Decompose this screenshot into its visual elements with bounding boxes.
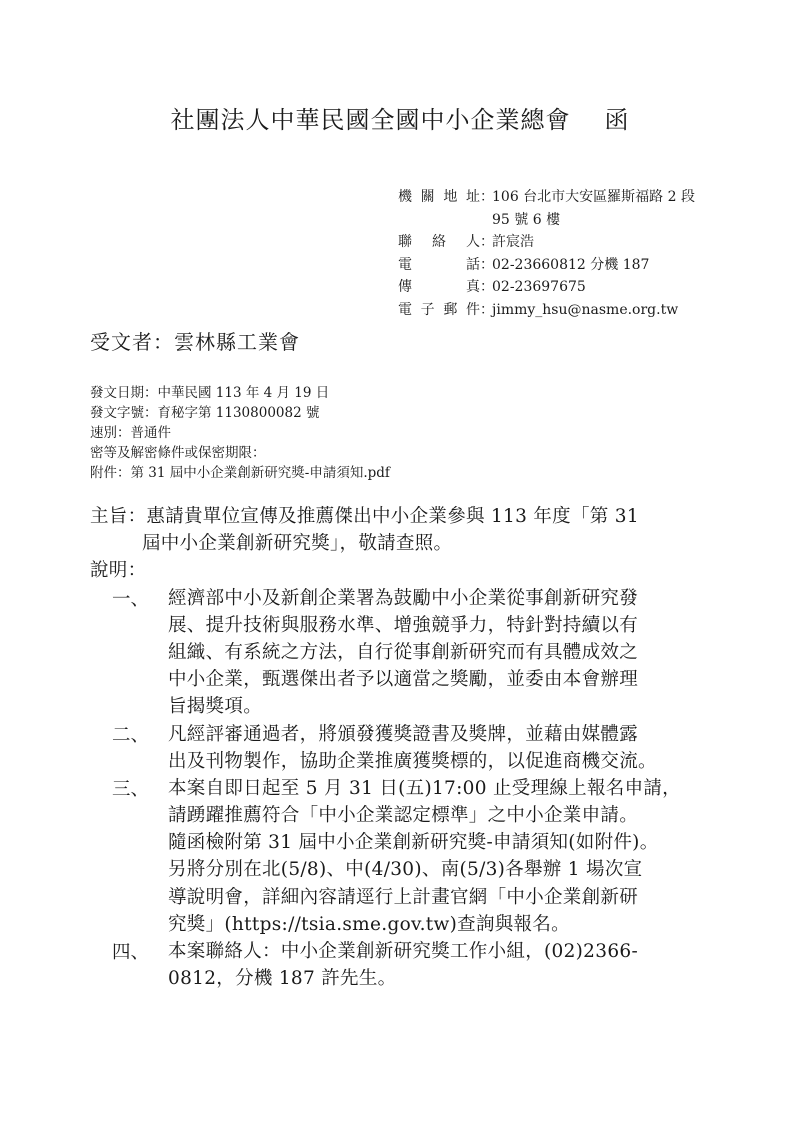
- item-line: 經濟部中小及新創企業署為鼓勵中小企業從事創新研究發: [168, 587, 639, 609]
- contact-fax-row: 傳 真 ： 02-23697675: [398, 276, 793, 299]
- person-value: 許宸浩: [492, 234, 534, 251]
- contact-block: [398, 186, 793, 322]
- item-number: 一、: [112, 588, 150, 610]
- org-name: 社團法人中華民國全國中小企業總會: [170, 106, 571, 134]
- item-line: 中小企業，甄選傑出者予以適當之獎勵，並委由本會辦理: [168, 669, 639, 691]
- issue-date: 發文日期：中華民國 113 年 4 月 19 日: [90, 385, 330, 401]
- address-label: 機關地址: [398, 189, 480, 205]
- reference-number: 發文字號：育秘字第 1130800082 號: [90, 405, 320, 421]
- item-number: 二、: [112, 724, 150, 746]
- subject-line-1: 主旨：惠請貴單位宣傳及推薦傑出中小企業參與 113 年度「第 31: [90, 506, 639, 527]
- item-line: 展、提升技術與服務水準、增強競爭力，特針對持續以有: [168, 614, 639, 636]
- item-line: 本案自即日起至 5 月 31 日(五)17:00 止受理線上報名申請，: [168, 777, 681, 799]
- item-line: 本案聯絡人：中小企業創新研究獎工作小組，(02)2366-: [168, 941, 639, 962]
- item-line: 0812，分機 187 許先生。: [168, 968, 397, 990]
- item-line: 另將分別在北(5/8)、中(4/30)、南(5/3)各舉辦 1 場次宣: [168, 859, 643, 881]
- address-value-2: 95 號 6 樓: [492, 211, 561, 228]
- contact-person-row: 聯 絡 人 ： 許宸浩: [398, 231, 793, 254]
- item-line: 隨函檢附第 31 屆中小企業創新研究獎-申請須知(如附件)。: [168, 832, 659, 854]
- contact-phone-row: 電 話 ： 02-23660812 分機 187: [398, 254, 793, 277]
- person-label: 聯 絡 人: [398, 234, 480, 251]
- item-text: [168, 775, 795, 938]
- item-number: 三、: [112, 778, 150, 800]
- document-title: [0, 100, 800, 135]
- explanation-label: 說明：: [90, 560, 147, 582]
- item-line: 究獎」(https://tsia.sme.gov.tw)查詢與報名。: [168, 913, 570, 935]
- phone-value: 02-23660812 分機 187: [492, 256, 650, 273]
- email-label: 電子郵件: [398, 301, 480, 318]
- item-line: 旨揭獎項。: [168, 696, 263, 718]
- doc-type: 函: [604, 106, 630, 134]
- item-text: [168, 721, 795, 775]
- item-line: 凡經評審通過者，將頒發獲獎證書及獎牌，並藉由媒體露: [168, 723, 639, 745]
- item-line: 導說明會，詳細內容請逕行上計畫官網「中小企業創新研: [168, 886, 639, 908]
- address-value: 106 台北市大安區羅斯福路 2 段: [492, 189, 695, 205]
- explanation-item: [90, 585, 795, 721]
- recipient: 受文者：雲林縣工業會: [90, 330, 300, 354]
- body-block: [90, 503, 795, 992]
- item-line: 出及刊物製作，協助企業推廣獲獎標的，以促進商機交流。: [168, 750, 657, 772]
- fax-label: 傳 真: [398, 279, 480, 296]
- explanation-item: [90, 721, 795, 775]
- contact-email-row: 電子郵件 ： jimmy_hsu@nasme.org.tw: [398, 299, 793, 322]
- meta-block: [90, 383, 390, 483]
- item-text: [168, 585, 795, 721]
- item-line: 組織、有系統之方法，自行從事創新研究而有具體成效之: [168, 641, 639, 663]
- attachment: 附件：第 31 屆中小企業創新研究獎-申請須知.pdf: [90, 465, 390, 481]
- email-value: jimmy_hsu@nasme.org.tw: [492, 301, 679, 318]
- explanation-items: [90, 585, 795, 993]
- item-number: 四、: [112, 942, 150, 963]
- explanation-item: [90, 938, 795, 992]
- item-text: [168, 938, 795, 992]
- delivery-speed: 速別：普通件: [90, 425, 171, 441]
- contact-address-row: 機關地址 ： 106 台北市大安區羅斯福路 2 段: [398, 186, 793, 209]
- secrecy-level: 密等及解密條件或保密期限：: [90, 445, 266, 461]
- subject-line-2: 屆中小企業創新研究獎」，敬請查照。: [142, 533, 453, 555]
- contact-address-row-2: [398, 209, 793, 232]
- item-line: 請踴躍推薦符合「中小企業認定標準」之中小企業申請。: [168, 805, 639, 827]
- phone-label: 電 話: [398, 256, 480, 273]
- explanation-item: [90, 775, 795, 938]
- fax-value: 02-23697675: [492, 279, 586, 296]
